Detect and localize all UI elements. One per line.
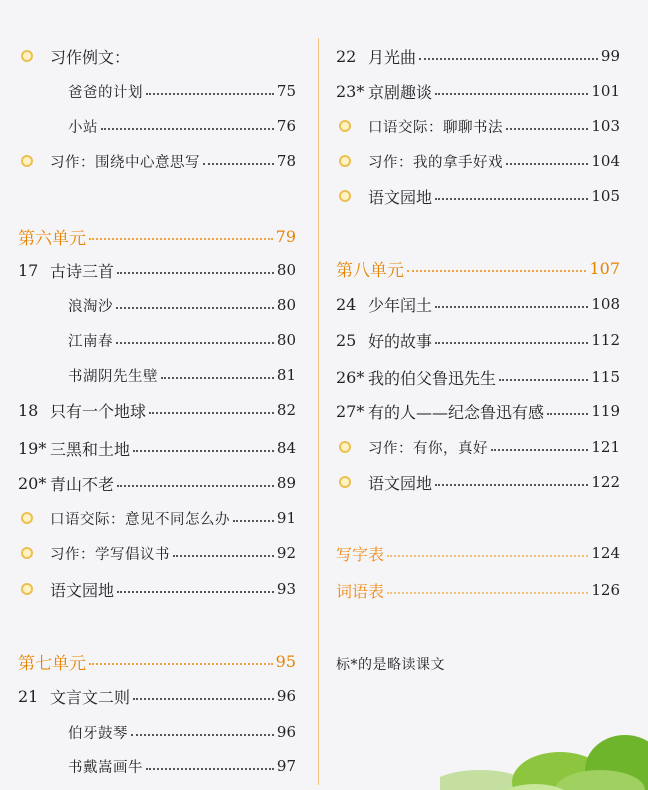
dot-leader (146, 768, 274, 770)
entry-page: 99 (600, 47, 620, 65)
toc-entry[interactable] (18, 435, 296, 461)
entry-title: 书戴嵩画牛 (68, 759, 143, 776)
entry-page: 101 (591, 82, 620, 100)
entry-title: 习作：围绕中心意思写 (50, 154, 200, 171)
entry-title: 青山不老 (50, 474, 115, 494)
toc-entry[interactable] (18, 113, 296, 139)
entry-page: 108 (591, 295, 620, 313)
dot-leader (506, 163, 588, 165)
bullet-icon (336, 434, 368, 460)
entry-page: 96 (276, 723, 296, 741)
lesson-number: 26* (336, 367, 365, 387)
entry-page: 121 (591, 438, 620, 456)
dot-leader (491, 449, 588, 451)
entry-title: 古诗三首 (50, 261, 115, 281)
toc-entry[interactable] (18, 719, 296, 745)
entry-page: 104 (591, 152, 620, 170)
dot-leader (101, 128, 274, 130)
entry-title: 三黑和土地 (50, 439, 131, 459)
entry-title: 文言文二则 (50, 687, 131, 707)
dot-leader (173, 555, 274, 557)
entry-title: 京剧趣谈 (368, 82, 433, 102)
entry-page: 97 (276, 757, 296, 775)
appendix-title: 词语表 (336, 581, 385, 601)
entry-title: 爸爸的计划 (68, 84, 143, 101)
entry-title: 少年闰土 (368, 295, 433, 315)
bullet-icon (336, 469, 368, 495)
appendix-entry[interactable] (336, 540, 620, 566)
unit-heading[interactable] (18, 223, 296, 249)
entry-title: 我的伯父鲁迅先生 (368, 368, 497, 388)
toc-entry[interactable] (18, 78, 296, 104)
entry-page: 92 (276, 544, 296, 562)
entry-title: 伯牙鼓琴 (68, 725, 128, 742)
lesson-number: 18 (18, 400, 39, 420)
unit-title: 第七单元 (18, 653, 86, 674)
dot-leader (116, 307, 274, 309)
bullet-icon (18, 540, 50, 566)
dot-leader (117, 591, 274, 593)
toc-entry[interactable] (336, 434, 620, 460)
entry-page: 78 (276, 152, 296, 170)
dot-leader (116, 342, 274, 344)
entry-title: 习作例文： (50, 47, 131, 67)
entry-page: 96 (276, 687, 296, 705)
toc-entry[interactable] (18, 257, 296, 283)
entry-page: 76 (276, 117, 296, 135)
toc-entry[interactable] (18, 540, 296, 566)
bullet-icon (336, 183, 368, 209)
bullet-icon (18, 505, 50, 531)
unit-heading[interactable] (336, 255, 620, 281)
dot-leader (435, 198, 588, 200)
entry-page: 119 (591, 402, 620, 420)
dot-leader (133, 450, 274, 452)
toc-entry[interactable] (336, 78, 620, 104)
entry-page: 126 (591, 581, 620, 599)
lesson-number: 19* (18, 438, 47, 458)
dot-leader (435, 93, 588, 95)
entry-page: 81 (276, 366, 296, 384)
dot-leader (387, 592, 588, 594)
toc-entry[interactable] (336, 148, 620, 174)
entry-page: 89 (276, 474, 296, 492)
entry-title: 浪淘沙 (68, 298, 113, 315)
lesson-number: 23* (336, 81, 365, 101)
toc-entry[interactable] (336, 398, 620, 424)
entry-title: 小站 (68, 119, 98, 136)
toc-entry[interactable] (18, 683, 296, 709)
appendix-entry[interactable] (336, 577, 620, 603)
lesson-number: 21 (18, 686, 39, 706)
dot-leader (435, 306, 588, 308)
entry-title: 有的人——纪念鲁迅有感 (368, 402, 545, 422)
dot-leader (146, 93, 274, 95)
unit-title: 第八单元 (336, 260, 404, 281)
entry-title: 好的故事 (368, 331, 433, 351)
entry-title: 语文园地 (368, 473, 433, 493)
entry-page: 103 (591, 117, 620, 135)
entry-page: 75 (276, 82, 296, 100)
foliage-decoration (440, 720, 648, 790)
entry-title: 书湖阴先生壁 (68, 368, 158, 385)
dot-leader (499, 379, 588, 381)
entry-title: 习作：学写倡议书 (50, 546, 170, 563)
dot-leader (161, 377, 274, 379)
entry-page: 93 (276, 580, 296, 598)
toc-entry[interactable] (336, 183, 620, 209)
toc-entry[interactable] (18, 362, 296, 388)
bullet-icon (18, 43, 50, 69)
bullet-icon (336, 113, 368, 139)
entry-page: 80 (276, 296, 296, 314)
toc-entry[interactable] (18, 292, 296, 318)
entry-page: 91 (276, 509, 296, 527)
dot-leader (435, 484, 588, 486)
toc-entry[interactable] (18, 148, 296, 174)
entry-title: 语文园地 (50, 580, 115, 600)
dot-leader (117, 485, 274, 487)
dot-leader (149, 412, 274, 414)
footnote: 标*的是略读课文 (336, 657, 445, 673)
unit-heading[interactable] (18, 648, 296, 674)
lesson-number: 20* (18, 473, 47, 493)
dot-leader (419, 58, 598, 60)
toc-entry[interactable] (336, 364, 620, 390)
dot-leader (89, 238, 273, 240)
toc-entry[interactable] (18, 576, 296, 602)
toc-entry[interactable] (18, 470, 296, 496)
lesson-number: 25 (336, 330, 357, 350)
column-divider (318, 38, 319, 785)
entry-page: 84 (276, 439, 296, 457)
toc-entry[interactable] (336, 113, 620, 139)
entry-title: 口语交际：意见不同怎么办 (50, 511, 230, 528)
entry-page: 124 (591, 544, 620, 562)
lesson-number: 24 (336, 294, 357, 314)
entry-page: 80 (276, 331, 296, 349)
dot-leader (407, 270, 586, 272)
dot-leader (387, 555, 588, 557)
toc-entry[interactable] (336, 469, 620, 495)
entry-page: 115 (591, 368, 620, 386)
unit-page: 79 (275, 226, 296, 246)
dot-leader (203, 163, 274, 165)
toc-entry[interactable] (336, 327, 620, 353)
toc-entry[interactable] (336, 43, 620, 69)
entry-title: 习作：我的拿手好戏 (368, 154, 503, 171)
dot-leader (233, 520, 274, 522)
dot-leader (435, 342, 588, 344)
lesson-number: 22 (336, 46, 357, 66)
entry-page: 112 (591, 331, 620, 349)
bullet-icon (18, 148, 50, 174)
appendix-title: 写字表 (336, 544, 385, 564)
unit-page: 95 (275, 651, 296, 671)
dot-leader (506, 128, 588, 130)
entry-title: 口语交际：聊聊书法 (368, 119, 503, 136)
entry-page: 122 (591, 473, 620, 491)
entry-title: 语文园地 (368, 187, 433, 207)
dot-leader (133, 698, 274, 700)
lesson-number: 27* (336, 401, 365, 421)
dot-leader (117, 272, 274, 274)
toc-entry[interactable] (336, 291, 620, 317)
entry-title: 只有一个地球 (50, 401, 147, 421)
toc-entry[interactable] (18, 753, 296, 779)
entry-title: 月光曲 (368, 47, 417, 67)
dot-leader (89, 663, 273, 665)
entry-title: 习作：有你，真好 (368, 440, 488, 457)
toc-entry[interactable] (18, 505, 296, 531)
bullet-icon (18, 576, 50, 602)
toc-entry[interactable] (18, 397, 296, 423)
bullet-icon (336, 148, 368, 174)
entry-page: 80 (276, 261, 296, 279)
unit-page: 107 (589, 258, 620, 278)
dot-leader (131, 734, 274, 736)
entry-title: 江南春 (68, 333, 113, 350)
lesson-number: 17 (18, 260, 39, 280)
toc-entry[interactable] (18, 327, 296, 353)
unit-title: 第六单元 (18, 228, 86, 249)
toc-entry[interactable] (18, 43, 296, 69)
dot-leader (547, 413, 588, 415)
entry-page: 82 (276, 401, 296, 419)
entry-page: 105 (591, 187, 620, 205)
